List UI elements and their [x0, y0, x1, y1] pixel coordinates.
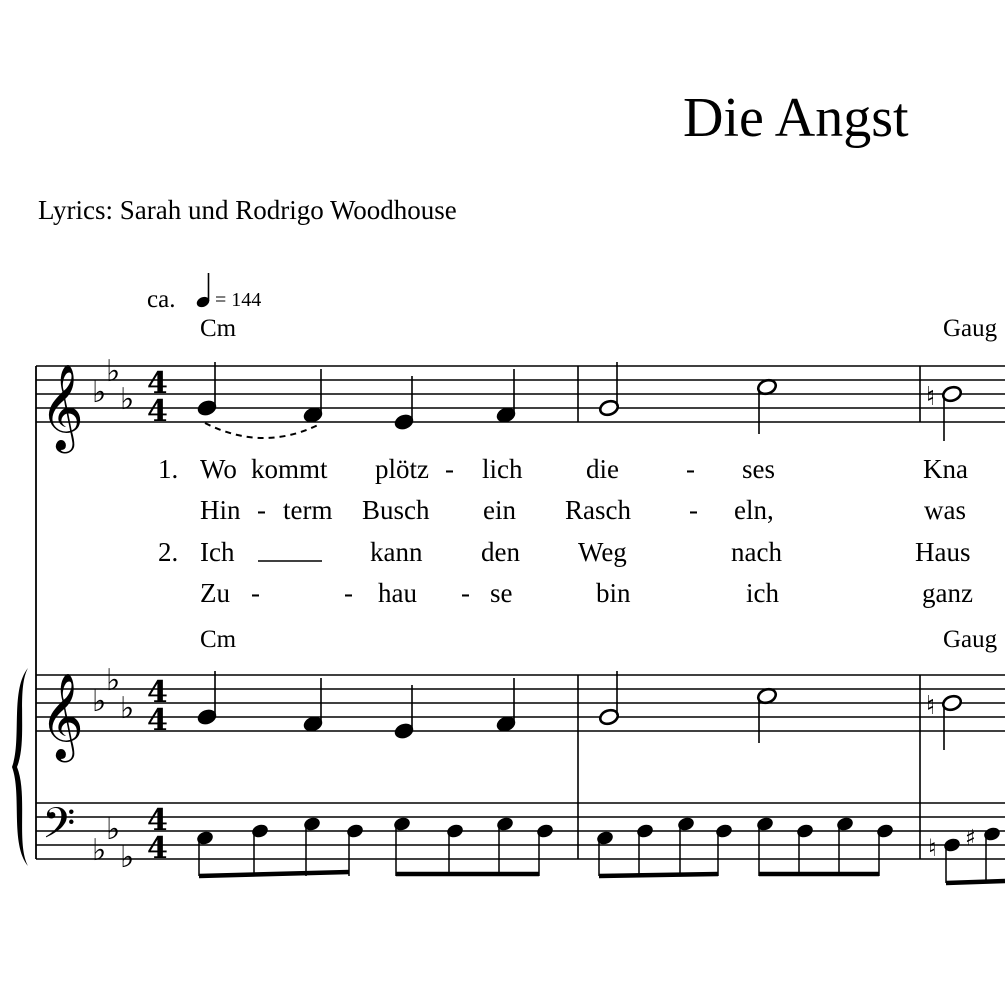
svg-text:4: 4: [147, 803, 168, 838]
lyric-syllable: Kna: [923, 454, 968, 484]
lyric-hyphen: -: [686, 454, 695, 484]
lyric-syllable: ich: [746, 578, 779, 608]
lyric-syllable: ganz: [922, 578, 973, 608]
lyric-syllable: ein: [483, 495, 516, 525]
lyric-hyphen: -: [689, 495, 698, 525]
svg-text:♭: ♭: [106, 812, 121, 847]
svg-text:♭: ♭: [120, 840, 135, 875]
svg-text:♭: ♭: [106, 354, 121, 389]
lyric-syllable: bin: [596, 578, 631, 608]
lyric-syllable: ses: [742, 454, 775, 484]
lyric-syllable: die: [586, 454, 619, 484]
svg-text:♭: ♭: [120, 382, 135, 417]
lyric-hyphen: -: [257, 495, 266, 525]
lyric-syllable: Haus: [915, 537, 971, 567]
lyric-syllable: se: [490, 578, 513, 608]
lyric-syllable: Wo: [200, 454, 237, 484]
svg-text:4: 4: [147, 831, 168, 866]
lyric-syllable: hau: [378, 578, 417, 608]
svg-text:♭: ♭: [120, 691, 135, 726]
lyric-syllable: Weg: [578, 537, 627, 567]
piano-bass-staff: [36, 803, 1005, 859]
lyric-syllable: Rasch: [565, 495, 631, 525]
svg-text:♭: ♭: [92, 833, 107, 868]
piano-treble-notes: [196, 671, 962, 750]
bass-clef-icon: 𝄢: [42, 799, 76, 859]
lyric-syllable: Ich: [200, 537, 235, 567]
lyric-syllable: lich: [482, 454, 523, 484]
lyric-syllable: nach: [731, 537, 782, 567]
flat-icon: [92, 354, 134, 875]
verse-number-2: 2.: [158, 537, 179, 567]
treble-clef-icon: 𝄞: [40, 673, 84, 759]
lyric-syllable: plötz: [375, 454, 429, 484]
lyric-syllable: term: [283, 495, 333, 525]
lyric-syllable: Busch: [362, 495, 430, 525]
chord-symbol-cm-piano: Cm: [200, 626, 237, 653]
lyric-syllable: eln,: [734, 495, 774, 525]
svg-text:♭: ♭: [92, 375, 107, 410]
lyricist-credit: Lyrics: Sarah und Rodrigo Woodhouse: [38, 195, 457, 225]
natural-icon: ♮: [928, 834, 937, 862]
chord-symbol-gaug-vocal: Gaug: [943, 315, 998, 342]
lyric-syllable: Zu: [200, 578, 230, 608]
chord-symbol-cm-vocal: Cm: [200, 315, 237, 342]
svg-text:♭: ♭: [106, 663, 121, 698]
lyric-syllable: Hin: [200, 495, 241, 525]
brace-icon: [12, 668, 28, 866]
natural-icon: ♮: [926, 382, 936, 412]
treble-clef-icon: 𝄞: [40, 364, 84, 450]
lyric-hyphen: -: [251, 578, 260, 608]
lyric-syllable: den: [481, 537, 520, 567]
tempo-value: = 144: [215, 289, 262, 311]
sharp-icon: ♯: [965, 826, 976, 851]
vocal-notes: [196, 362, 962, 441]
lyric-syllable: kommt: [251, 454, 328, 484]
natural-icon: ♮: [926, 691, 936, 721]
lyric-hyphen: -: [461, 578, 470, 608]
svg-text:4: 4: [147, 366, 168, 401]
tempo-prefix: ca.: [147, 286, 176, 313]
time-signature: [147, 366, 168, 866]
svg-text:4: 4: [147, 675, 168, 710]
svg-text:4: 4: [147, 394, 168, 429]
chord-symbol-gaug-piano: Gaug: [943, 626, 998, 653]
page-title: Die Angst: [683, 87, 909, 149]
barlines: [578, 366, 920, 859]
verse-number-1: 1.: [158, 454, 179, 484]
lyric-hyphen: -: [445, 454, 454, 484]
svg-text:4: 4: [147, 703, 168, 738]
svg-text:♭: ♭: [92, 684, 107, 719]
piano-bass-notes: [196, 816, 1005, 883]
piano-treble-staff: [36, 675, 1005, 731]
vocal-staff: [36, 366, 1005, 422]
lyric-syllable: kann: [370, 537, 423, 567]
slur: [205, 423, 318, 438]
lyric-syllable: was: [924, 495, 966, 525]
lyric-hyphen: -: [344, 578, 353, 608]
